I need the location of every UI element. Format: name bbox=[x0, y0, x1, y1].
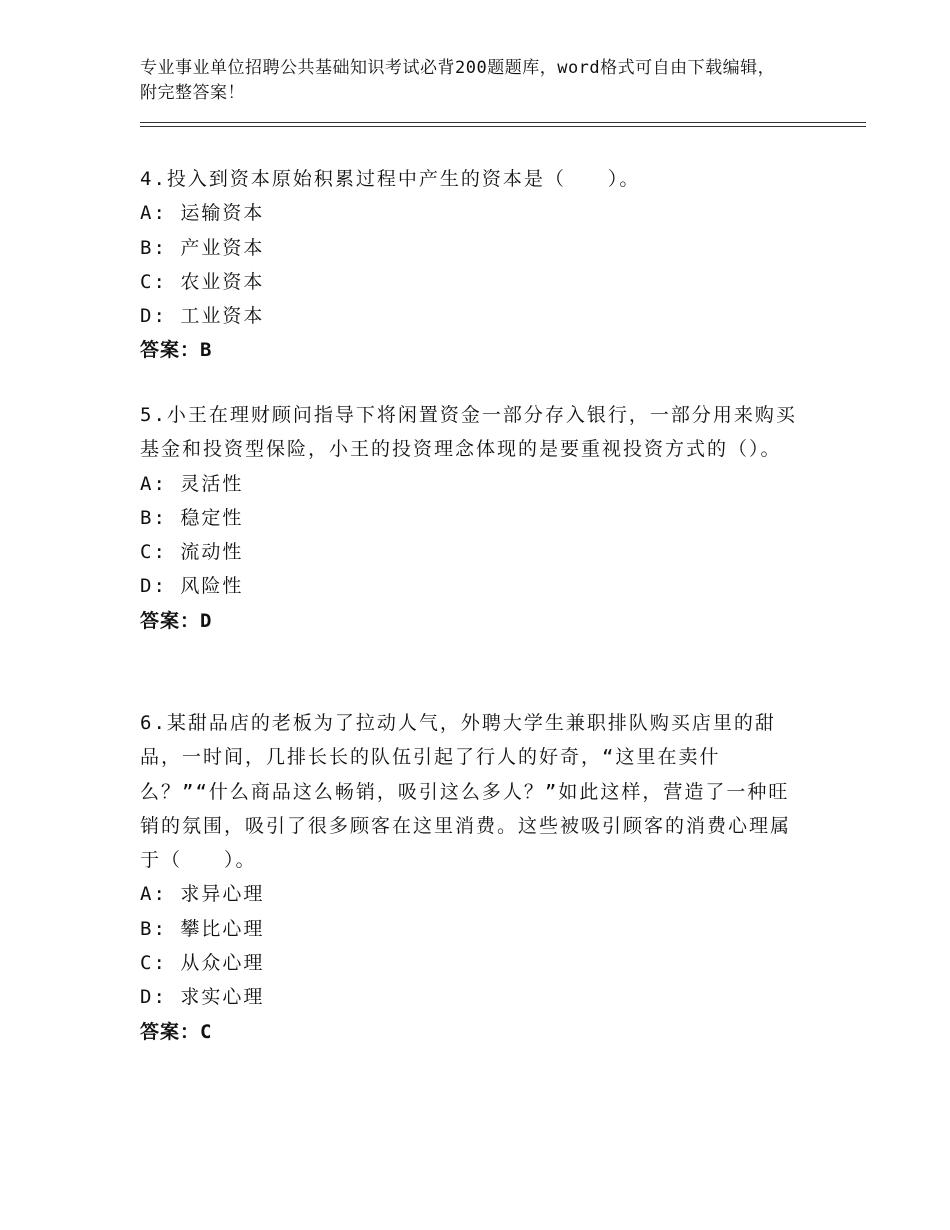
question-6 bbox=[140, 706, 800, 1049]
answer: 答案：C bbox=[140, 1020, 213, 1043]
answer: 答案：B bbox=[140, 339, 213, 362]
option-c: C: 流动性 bbox=[140, 541, 244, 564]
header-divider-top bbox=[140, 122, 866, 123]
option-a: A: 灵活性 bbox=[140, 472, 244, 495]
option-d: D: 工业资本 bbox=[140, 305, 265, 328]
question-4 bbox=[140, 162, 800, 368]
option-b: B: 产业资本 bbox=[140, 236, 265, 259]
option-c: C: 从众心理 bbox=[140, 952, 265, 975]
question-stem: 6.某甜品店的老板为了拉动人气，外聘大学生兼职排队购买店里的甜品，一时间，几排长长的队伍引起了行人的好奇，“这里在卖什么？”“什么商品这么畅销，吸引这么多人？”如此这样，营造了一种旺销的氛围，吸引了很多顾客在这里消费。这些被吸引顾客的消费心理属于（ ）。 bbox=[140, 712, 792, 872]
option-c: C: 农业资本 bbox=[140, 270, 265, 293]
header-divider-bottom bbox=[140, 126, 866, 127]
option-b: B: 攀比心理 bbox=[140, 917, 265, 940]
question-stem: 4.投入到资本原始积累过程中产生的资本是（ ）。 bbox=[140, 168, 641, 190]
option-d: D: 求实心理 bbox=[140, 986, 265, 1009]
option-a: A: 运输资本 bbox=[140, 202, 265, 225]
option-b: B: 稳定性 bbox=[140, 506, 244, 529]
option-a: A: 求异心理 bbox=[140, 883, 265, 906]
option-d: D: 风险性 bbox=[140, 575, 244, 598]
document-header: 专业事业单位招聘公共基础知识考试必背200题题库，word格式可自由下载编辑，附完整答案！ bbox=[140, 58, 776, 103]
question-stem: 5.小王在理财顾问指导下将闲置资金一部分存入银行，一部分用来购买基金和投资型保险，小王的投资理念体现的是要重视投资方式的（）。 bbox=[140, 404, 797, 461]
question-5 bbox=[140, 398, 800, 638]
answer: 答案：D bbox=[140, 609, 213, 632]
